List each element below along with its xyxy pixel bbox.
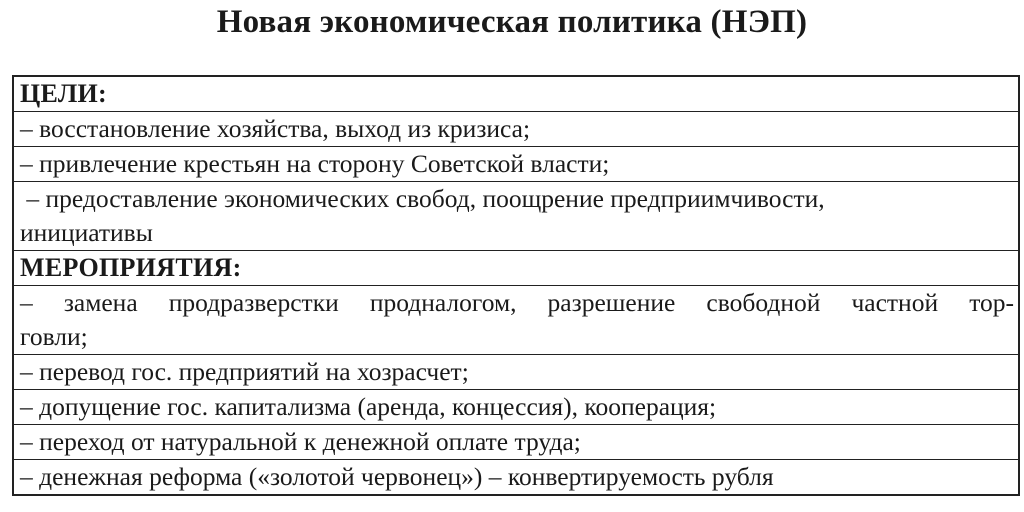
goal-item-text: – привлечение крестьян на сторону Советской власти; bbox=[20, 149, 610, 178]
measure-item bbox=[14, 354, 1018, 389]
goal-item-text-line-2: инициативы bbox=[20, 218, 153, 247]
measure-item bbox=[14, 424, 1018, 459]
document-title: Новая экономическая политика (НЭП) bbox=[216, 4, 808, 40]
nep-table bbox=[12, 75, 1020, 496]
goal-item-text: – восстановление хозяйства, выход из кризиса; bbox=[20, 114, 531, 143]
measure-item-text: – допущение гос. капитализма (аренда, концессия), кооперация; bbox=[20, 392, 717, 421]
goal-item bbox=[14, 111, 1018, 146]
measure-item-text: – переход от натуральной к денежной оплате труда; bbox=[20, 427, 581, 456]
measure-item bbox=[14, 285, 1018, 354]
measure-item-text: – перевод гос. предприятий на хозрасчет; bbox=[20, 357, 469, 386]
goal-item bbox=[14, 181, 1018, 250]
goal-item-text-line-1: – предоставление экономических свобод, поощрение предприимчивости, bbox=[20, 184, 825, 213]
measures-heading: МЕРОПРИЯТИЯ: bbox=[14, 250, 1018, 285]
measure-item-text-line-2: говли; bbox=[20, 322, 88, 351]
measure-item bbox=[14, 459, 1018, 494]
goals-heading: ЦЕЛИ: bbox=[20, 79, 107, 108]
goal-item bbox=[14, 146, 1018, 181]
measure-item-text-line-1: – замена продразверстки продналогом, разрешение свободной частной тор- bbox=[20, 288, 1014, 317]
measure-item bbox=[14, 389, 1018, 424]
measure-item-text: – денежная реформа («золотой червонец») – конвертируемость рубля bbox=[20, 462, 774, 491]
